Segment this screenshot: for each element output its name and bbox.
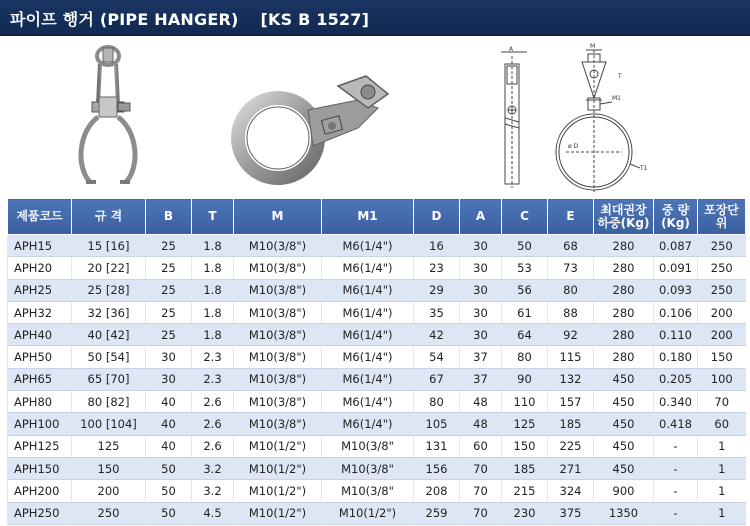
table-cell: 3.2	[192, 457, 234, 479]
column-header: A	[460, 199, 502, 235]
table-cell: M6(1/4")	[322, 257, 414, 279]
table-cell: 2.6	[192, 391, 234, 413]
table-cell: 250	[72, 502, 146, 524]
column-header: T	[192, 199, 234, 235]
table-cell: 1	[698, 435, 746, 457]
table-cell: 450	[594, 368, 654, 390]
table-cell: 70	[460, 502, 502, 524]
column-header: 중 량 (Kg)	[654, 199, 698, 235]
table-cell: -	[654, 480, 698, 502]
table-cell: 156	[414, 457, 460, 479]
table-cell: 25	[146, 301, 192, 323]
table-cell: 200	[698, 324, 746, 346]
table-cell: 70	[460, 457, 502, 479]
table-cell: 450	[594, 413, 654, 435]
table-cell: 70	[460, 480, 502, 502]
table-cell: 259	[414, 502, 460, 524]
table-cell: 40 [42]	[72, 324, 146, 346]
table-cell: -	[654, 457, 698, 479]
column-header: E	[548, 199, 594, 235]
table-row	[8, 391, 746, 413]
table-cell: M10(1/2")	[322, 502, 414, 524]
table-cell: 1.8	[192, 235, 234, 257]
table-cell: 53	[502, 257, 548, 279]
table-cell: 157	[548, 391, 594, 413]
table-cell: 50	[146, 502, 192, 524]
table-cell: 30	[460, 324, 502, 346]
table-cell: -	[654, 435, 698, 457]
table-cell: 25	[146, 279, 192, 301]
side-view-drawing	[493, 42, 543, 192]
table-cell: 80	[502, 346, 548, 368]
table-cell: 100	[698, 368, 746, 390]
label-t: T	[618, 73, 622, 80]
table-cell: 50	[146, 480, 192, 502]
table-cell: 48	[460, 413, 502, 435]
table-cell: M10(3/8"	[322, 457, 414, 479]
table-cell: 50	[146, 457, 192, 479]
column-header: 포장단위	[698, 199, 746, 235]
table-cell: 450	[594, 435, 654, 457]
table-cell: 35	[414, 301, 460, 323]
table-cell: 88	[548, 301, 594, 323]
table-row	[8, 457, 746, 479]
table-cell: 60	[698, 413, 746, 435]
table-cell: 80	[414, 391, 460, 413]
table-cell: M10(3/8")	[234, 301, 322, 323]
table-row	[8, 435, 746, 457]
hanger-photo-front	[68, 42, 148, 192]
table-cell: 1	[698, 457, 746, 479]
product-code-cell: APH40	[8, 324, 72, 346]
table-cell: M10(3/8")	[234, 257, 322, 279]
table-cell: 250	[698, 279, 746, 301]
table-cell: 50 [54]	[72, 346, 146, 368]
table-cell: M10(1/2")	[234, 502, 322, 524]
page-header	[0, 0, 750, 36]
table-cell: 200	[698, 301, 746, 323]
table-cell: 0.093	[654, 279, 698, 301]
table-cell: M10(3/8")	[234, 235, 322, 257]
table-cell: 30	[460, 279, 502, 301]
table-cell: 0.418	[654, 413, 698, 435]
column-header: M	[234, 199, 322, 235]
table-cell: M10(3/8")	[234, 346, 322, 368]
table-cell: 225	[548, 435, 594, 457]
table-cell: 131	[414, 435, 460, 457]
table-cell: 2.3	[192, 368, 234, 390]
product-code-cell: APH250	[8, 502, 72, 524]
table-cell: M6(1/4")	[322, 279, 414, 301]
table-cell: 110	[502, 391, 548, 413]
table-cell: 80	[548, 279, 594, 301]
table-cell: 900	[594, 480, 654, 502]
column-header: 제품코드	[8, 199, 72, 235]
table-cell: 68	[548, 235, 594, 257]
table-cell: 450	[594, 391, 654, 413]
table-cell: M10(1/2")	[234, 457, 322, 479]
table-cell: 30	[146, 368, 192, 390]
table-cell: 25	[146, 257, 192, 279]
product-code-cell: APH100	[8, 413, 72, 435]
column-header: D	[414, 199, 460, 235]
label-a: A	[509, 46, 514, 53]
table-cell: 30	[460, 301, 502, 323]
table-cell: 230	[502, 502, 548, 524]
table-cell: M10(1/2")	[234, 435, 322, 457]
table-cell: 324	[548, 480, 594, 502]
table-cell: 0.340	[654, 391, 698, 413]
label-m1: M1	[612, 95, 621, 102]
table-cell: 64	[502, 324, 548, 346]
table-cell: 54	[414, 346, 460, 368]
product-code-cell: APH20	[8, 257, 72, 279]
table-row	[8, 279, 746, 301]
table-cell: 3.2	[192, 480, 234, 502]
table-row	[8, 480, 746, 502]
table-cell: 280	[594, 235, 654, 257]
table-cell: M10(3/8")	[234, 279, 322, 301]
table-cell: 280	[594, 257, 654, 279]
product-code-cell: APH15	[8, 235, 72, 257]
table-cell: 25	[146, 324, 192, 346]
table-cell: M10(3/8")	[234, 413, 322, 435]
table-row	[8, 368, 746, 390]
table-cell: 0.106	[654, 301, 698, 323]
table-cell: 1.8	[192, 324, 234, 346]
table-cell: 37	[460, 346, 502, 368]
label-d: ø D	[568, 143, 579, 150]
table-cell: 185	[502, 457, 548, 479]
table-cell: M10(3/8"	[322, 435, 414, 457]
table-cell: M6(1/4")	[322, 235, 414, 257]
table-cell: M10(3/8")	[234, 391, 322, 413]
table-cell: 185	[548, 413, 594, 435]
label-m: M	[590, 43, 596, 50]
table-cell: M10(1/2")	[234, 480, 322, 502]
table-row	[8, 346, 746, 368]
table-cell: M6(1/4")	[322, 301, 414, 323]
table-cell: 25	[146, 235, 192, 257]
table-cell: 73	[548, 257, 594, 279]
table-cell: M6(1/4")	[322, 346, 414, 368]
table-cell: 2.6	[192, 435, 234, 457]
column-header: 규 격	[72, 199, 146, 235]
table-cell: 0.205	[654, 368, 698, 390]
table-cell: 280	[594, 346, 654, 368]
table-cell: 115	[548, 346, 594, 368]
table-cell: 16	[414, 235, 460, 257]
table-cell: 250	[698, 257, 746, 279]
table-cell: 30	[460, 257, 502, 279]
table-cell: 375	[548, 502, 594, 524]
product-code-cell: APH32	[8, 301, 72, 323]
table-cell: 4.5	[192, 502, 234, 524]
table-cell: 2.3	[192, 346, 234, 368]
product-code-cell: APH65	[8, 368, 72, 390]
table-cell: 29	[414, 279, 460, 301]
table-cell: 0.110	[654, 324, 698, 346]
table-cell: 280	[594, 324, 654, 346]
table-cell: 450	[594, 457, 654, 479]
table-cell: M6(1/4")	[322, 368, 414, 390]
table-cell: 30	[460, 235, 502, 257]
table-cell: 40	[146, 413, 192, 435]
table-cell: 70	[698, 391, 746, 413]
table-cell: 61	[502, 301, 548, 323]
column-header: B	[146, 199, 192, 235]
table-row	[8, 502, 746, 524]
table-cell: 67	[414, 368, 460, 390]
table-cell: 200	[72, 480, 146, 502]
product-code-cell: APH80	[8, 391, 72, 413]
table-cell: 40	[146, 391, 192, 413]
table-cell: 25 [28]	[72, 279, 146, 301]
table-cell: M6(1/4")	[322, 391, 414, 413]
table-cell: 90	[502, 368, 548, 390]
table-cell: 150	[72, 457, 146, 479]
table-cell: 56	[502, 279, 548, 301]
product-code-cell: APH25	[8, 279, 72, 301]
table-cell: 150	[698, 346, 746, 368]
table-cell: 0.180	[654, 346, 698, 368]
product-title: 파이프 행거 (PIPE HANGER)	[10, 10, 239, 29]
table-cell: 65 [70]	[72, 368, 146, 390]
hanger-photo-angle	[228, 58, 418, 188]
spec-table	[7, 198, 746, 525]
table-cell: 250	[698, 235, 746, 257]
product-code-cell: APH125	[8, 435, 72, 457]
table-cell: 2.6	[192, 413, 234, 435]
table-cell: 1	[698, 480, 746, 502]
table-cell: 215	[502, 480, 548, 502]
table-cell: 150	[502, 435, 548, 457]
product-code-cell: APH200	[8, 480, 72, 502]
table-cell: 30	[146, 346, 192, 368]
column-header: C	[502, 199, 548, 235]
table-row	[8, 301, 746, 323]
spec-table-header	[8, 199, 746, 235]
table-cell: 125	[72, 435, 146, 457]
standard-code: [KS B 1527]	[260, 10, 370, 29]
table-cell: 50	[502, 235, 548, 257]
page-title	[10, 7, 369, 30]
table-cell: 1	[698, 502, 746, 524]
table-cell: 80 [82]	[72, 391, 146, 413]
table-cell: 280	[594, 279, 654, 301]
table-cell: 208	[414, 480, 460, 502]
table-cell: M10(3/8")	[234, 368, 322, 390]
spec-table-body	[8, 235, 746, 525]
front-view-drawing	[546, 40, 658, 194]
table-cell: 42	[414, 324, 460, 346]
table-cell: M6(1/4")	[322, 324, 414, 346]
column-header: M1	[322, 199, 414, 235]
table-cell: 1350	[594, 502, 654, 524]
table-cell: 92	[548, 324, 594, 346]
product-code-cell: APH150	[8, 457, 72, 479]
table-row	[8, 413, 746, 435]
table-cell: 100 [104]	[72, 413, 146, 435]
table-cell: M10(3/8"	[322, 480, 414, 502]
table-cell: 40	[146, 435, 192, 457]
table-row	[8, 235, 746, 257]
table-cell: 105	[414, 413, 460, 435]
table-row	[8, 324, 746, 346]
table-cell: 20 [22]	[72, 257, 146, 279]
table-cell: 48	[460, 391, 502, 413]
table-row	[8, 257, 746, 279]
table-cell: 1.8	[192, 301, 234, 323]
table-cell: M6(1/4")	[322, 413, 414, 435]
table-cell: 271	[548, 457, 594, 479]
table-cell: 60	[460, 435, 502, 457]
table-cell: 132	[548, 368, 594, 390]
table-cell: 0.087	[654, 235, 698, 257]
table-cell: M10(3/8")	[234, 324, 322, 346]
table-cell: 15 [16]	[72, 235, 146, 257]
label-t1: T1	[640, 165, 648, 172]
product-code-cell: APH50	[8, 346, 72, 368]
table-cell: 32 [36]	[72, 301, 146, 323]
table-cell: 23	[414, 257, 460, 279]
table-cell: 280	[594, 301, 654, 323]
table-cell: 1.8	[192, 279, 234, 301]
table-cell: -	[654, 502, 698, 524]
column-header: 최대권장 하중(Kg)	[594, 199, 654, 235]
table-cell: 125	[502, 413, 548, 435]
product-images	[0, 36, 750, 196]
header-row	[8, 199, 746, 235]
table-cell: 37	[460, 368, 502, 390]
table-cell: 1.8	[192, 257, 234, 279]
table-cell: 0.091	[654, 257, 698, 279]
